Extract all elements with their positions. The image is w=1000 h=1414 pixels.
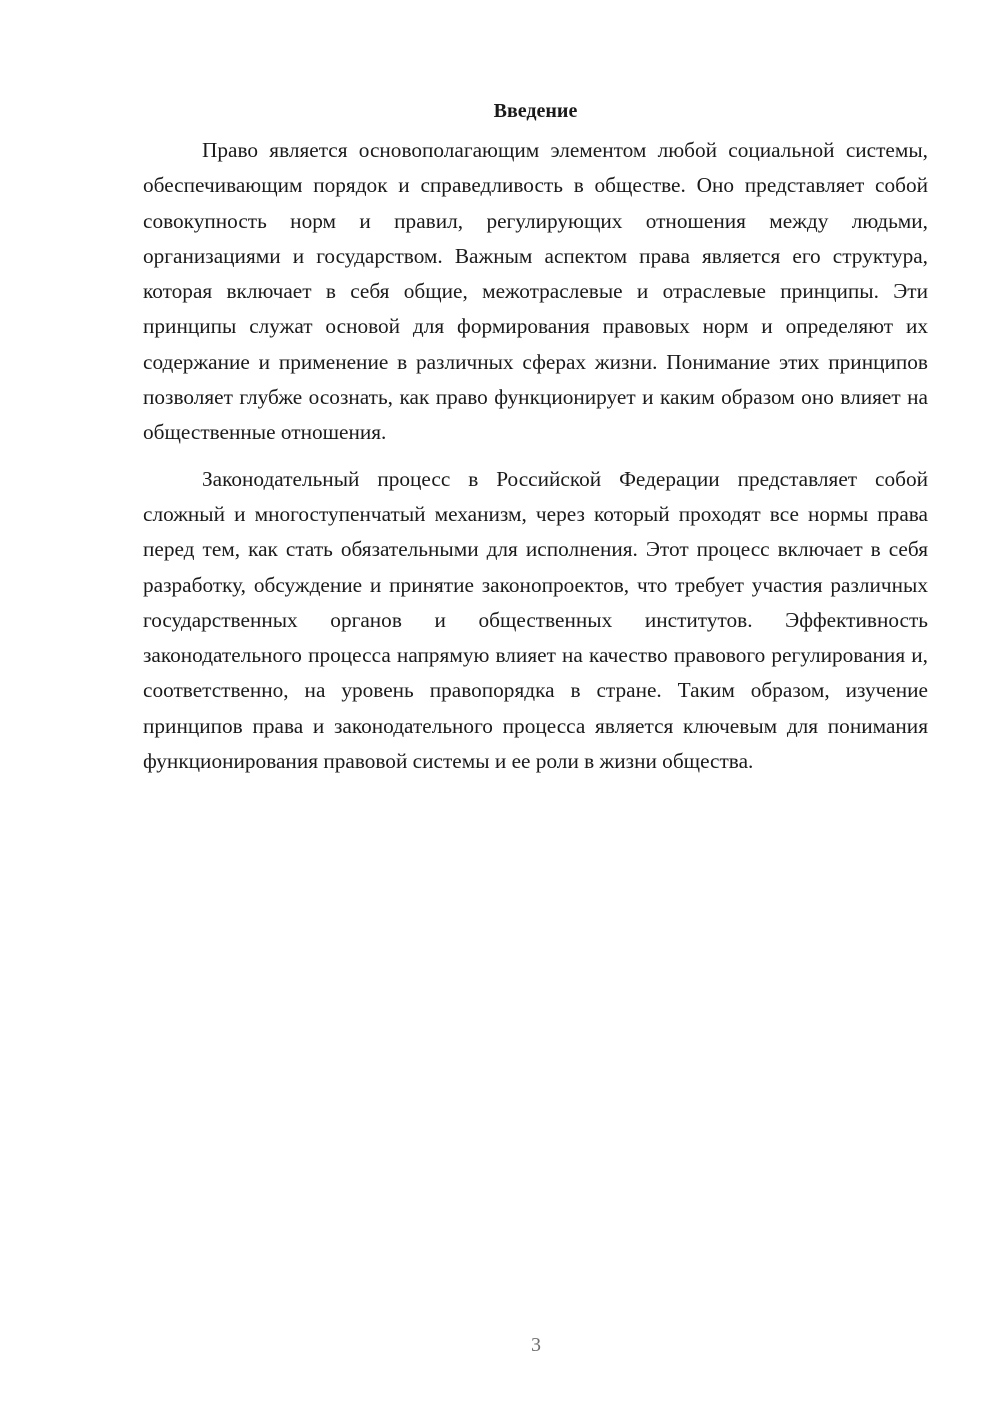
section-title: Введение: [493, 100, 578, 122]
paragraph-intro-law: Право является основополагающим элементом любой социальной системы, обеспечивающим порядок и справедливость в обществе. Оно представляет собой совокупность норм и правил, регулирующих отношения между людьми, организациями и государством. Важным аспектом права является его структура, которая включает в себя общие, межотраслевые и отраслевые принципы. Эти принципы служат основой для формирования правовых норм и определяют их содержание и применение в различных сферах жизни. Понимание этих принципов позволяет глубже осознать, как право функционирует и каким образом оно влияет на общественные отношения.: [143, 138, 928, 445]
document-page: [143, 96, 928, 779]
page-number: 3: [531, 1334, 541, 1356]
paragraph-legislative-process: Законодательный процесс в Российской Федерации представляет собой сложный и многоступенчатый механизм, через который проходят все нормы права перед тем, как стать обязательными для исполнения. Этот процесс включает в себя разработку, обсуждение и принятие законопроектов, что требует участия различных государственных органов и общественных институтов. Эффективность законодательного процесса напрямую влияет на качество правового регулирования и, соответственно, на уровень правопорядка в стране. Таким образом, изучение принципов права и законодательного процесса является ключевым для понимания функционирования правовой системы и ее роли в жизни общества.: [143, 466, 928, 774]
